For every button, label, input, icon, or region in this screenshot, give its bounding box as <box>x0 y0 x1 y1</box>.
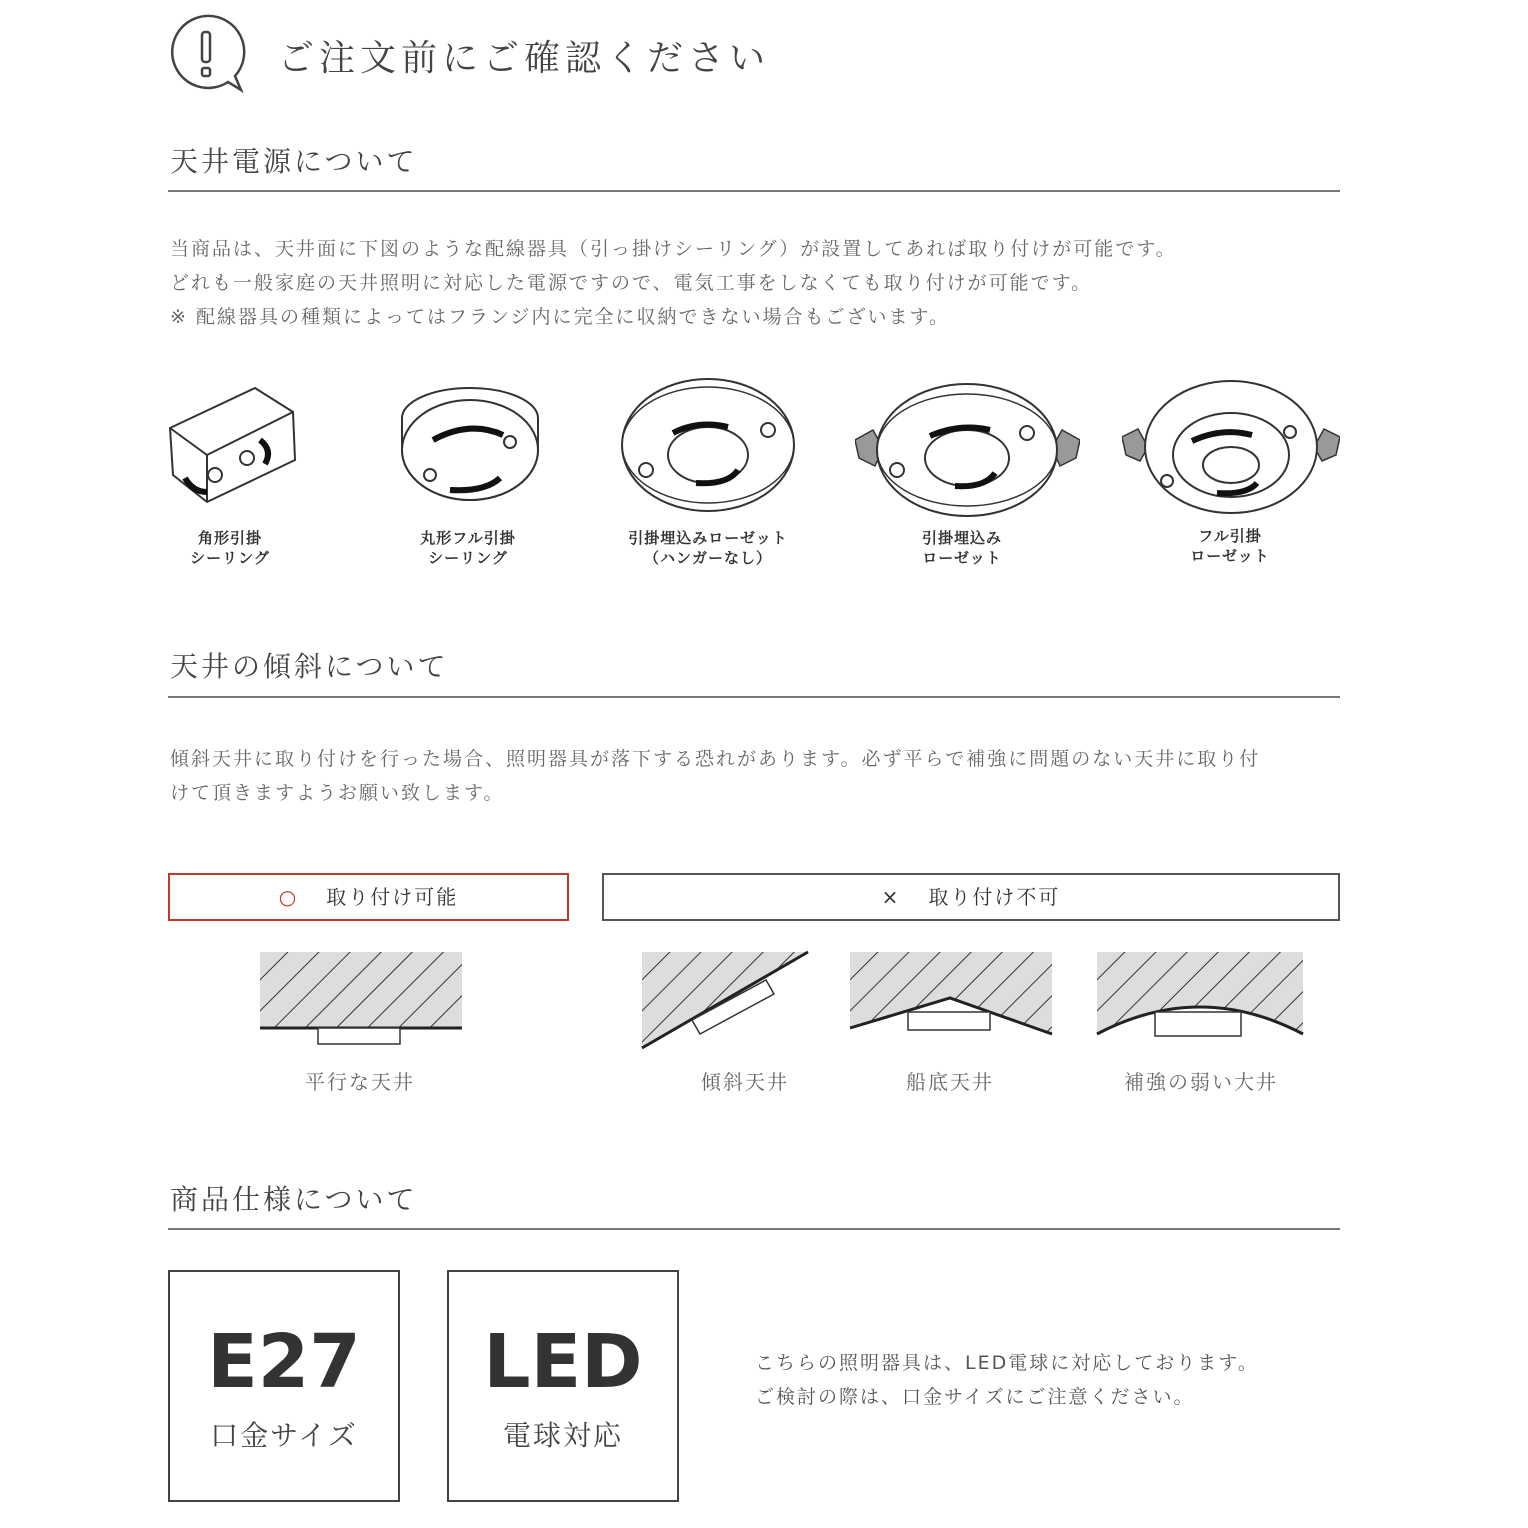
led-label: 電球対応 <box>502 1419 623 1452</box>
led-value: LED <box>483 1319 643 1405</box>
slope-description <box>170 742 1350 810</box>
fixture-label: フル引掛 ローゼット <box>1190 527 1270 565</box>
round-full-ceiling-fixture-icon <box>395 380 545 510</box>
socket-size-value: E27 <box>207 1319 361 1405</box>
ceiling-label: 傾斜天井 <box>701 1070 789 1094</box>
circle-mark-icon: ○ <box>278 885 299 909</box>
fixture-label: 引掛埋込みローゼット （ハンガーなし） <box>628 529 788 567</box>
embedded-rosette-icon <box>855 378 1080 518</box>
installable-box <box>168 873 569 921</box>
cross-mark-icon: × <box>881 885 901 909</box>
section-title-spec: 商品仕様について <box>170 1183 418 1216</box>
power-line-1: 当商品は、天井面に下図のような配線器具（引っ掛けシーリング）が設置してあれば取り付けが可能です。 <box>170 238 1177 260</box>
square-ceiling-fixture-icon <box>165 380 305 510</box>
section-title-power: 天井電源について <box>170 145 418 178</box>
not-installable-box <box>602 873 1340 921</box>
led-support-box <box>447 1270 679 1502</box>
embedded-rosette-no-hanger-icon <box>618 375 798 515</box>
fixture-label: 丸形フル引掛 シーリング <box>420 529 516 567</box>
page-title: ご注文前にご確認ください <box>278 38 771 79</box>
spec-note <box>755 1346 1259 1414</box>
section-divider <box>168 1228 1340 1230</box>
spec-note-line-2: ご検討の際は、口金サイズにご注意ください。 <box>755 1386 1195 1408</box>
weak-ceiling-diagram <box>1095 950 1305 1040</box>
power-line-2: どれも一般家庭の天井照明に対応した電源ですので、電気工事をしなくても取り付けが可能です。 <box>170 272 1093 294</box>
full-rosette-icon <box>1122 375 1340 515</box>
slope-line-1: 傾斜天井に取り付けを行った場合、照明器具が落下する恐れがあります。必ず平らで補強に問題のない天井に取り付 <box>170 748 1261 770</box>
sloped-ceiling-diagram <box>640 950 812 1054</box>
slope-line-2: けて頂きますようお願い致します。 <box>170 782 505 804</box>
ceiling-label: 船底天井 <box>906 1070 994 1094</box>
power-line-3: ※ 配線器具の種類によってはフランジ内に完全に収納できない場合もございます。 <box>170 306 950 328</box>
not-installable-label: 取り付け不可 <box>928 885 1061 909</box>
exclamation-speech-bubble-icon <box>165 12 247 94</box>
boat-bottom-ceiling-diagram <box>848 950 1054 1040</box>
socket-size-label: 口金サイズ <box>210 1419 358 1452</box>
ceiling-label: 補強の弱い大井 <box>1124 1070 1278 1094</box>
parallel-ceiling-diagram <box>258 950 464 1050</box>
power-description <box>170 232 1330 334</box>
ceiling-label: 平行な天井 <box>305 1070 415 1094</box>
section-divider <box>168 190 1340 192</box>
installable-label: 取り付け可能 <box>326 885 459 909</box>
spec-note-line-1: こちらの照明器具は、LED電球に対応しております。 <box>755 1352 1259 1374</box>
socket-size-box <box>168 1270 400 1502</box>
fixture-label: 引掛埋込み ローゼット <box>921 529 1002 567</box>
section-title-slope: 天井の傾斜について <box>170 650 449 683</box>
fixture-label: 角形引掛 シーリング <box>190 529 270 567</box>
section-divider <box>168 696 1340 698</box>
